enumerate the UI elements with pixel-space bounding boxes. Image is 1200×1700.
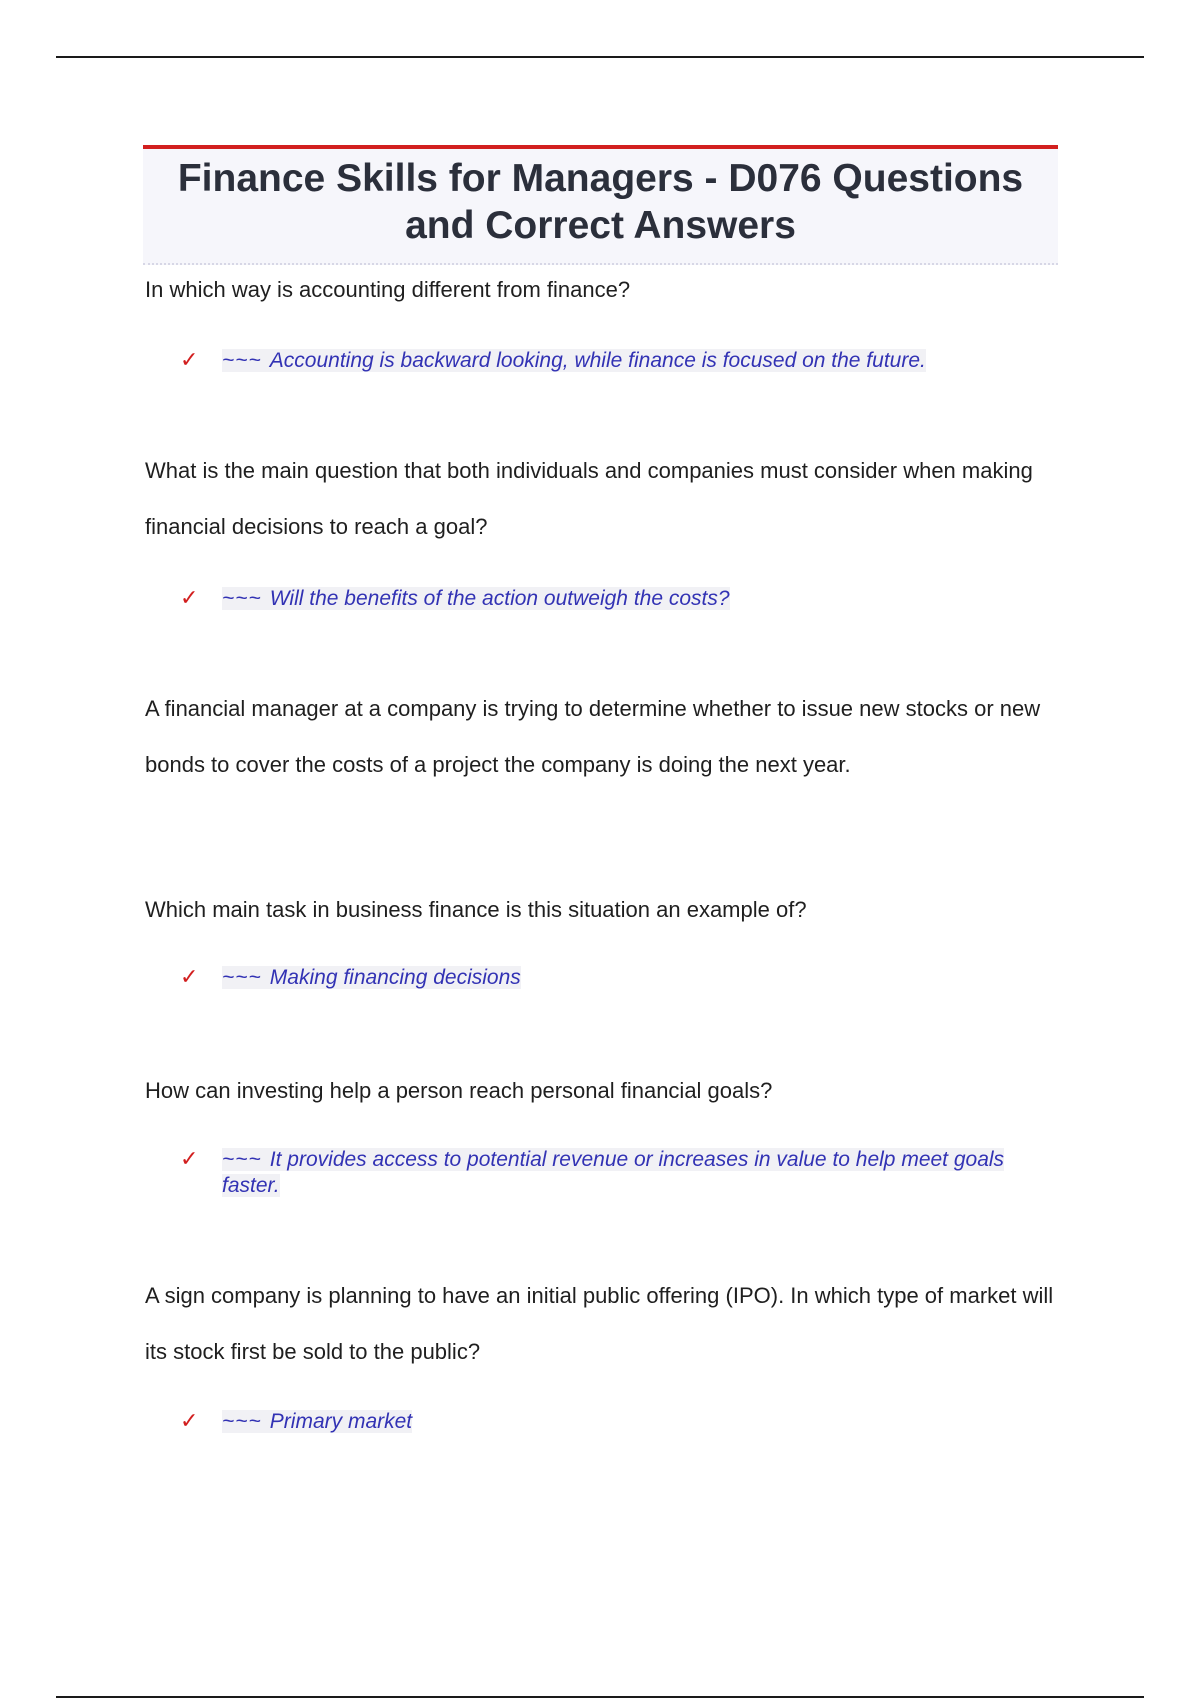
answer-4	[180, 1147, 1060, 1199]
answer-1-text: Accounting is backward looking, while finance is focused on the future.	[269, 349, 926, 372]
checkmark-icon: ✓	[180, 1147, 199, 1172]
answer-4-text: It provides access to potential revenue or increases in value to help meet goals faster.	[222, 1148, 1005, 1197]
question-3-part-2: Which main task in business finance is this situation an example of?	[145, 897, 807, 922]
answer-marker: ~~~	[222, 349, 262, 372]
answer-2	[180, 586, 1060, 612]
question-5: A sign company is planning to have an initial public offering (IPO). In which type of market will its stock first be sold to the public?	[145, 1283, 1054, 1364]
question-4: How can investing help a person reach personal financial goals?	[145, 1078, 773, 1103]
document-title	[143, 149, 1058, 249]
answer-3	[180, 965, 1060, 991]
answer-5-text: Primary market	[269, 1410, 413, 1433]
answer-marker: ~~~	[222, 587, 262, 610]
answer-marker: ~~~	[222, 1148, 262, 1171]
page-top-rule	[56, 56, 1144, 58]
checkmark-icon: ✓	[180, 348, 199, 373]
checkmark-icon: ✓	[180, 965, 199, 990]
checkmark-icon: ✓	[180, 586, 199, 611]
answer-marker: ~~~	[222, 1410, 262, 1433]
page-bottom-rule	[56, 1696, 1144, 1698]
answer-5	[180, 1409, 1060, 1435]
answer-marker: ~~~	[222, 966, 262, 989]
document-title-box	[143, 145, 1058, 265]
checkmark-icon: ✓	[180, 1409, 199, 1434]
answer-2-text: Will the benefits of the action outweigh the costs?	[269, 587, 730, 610]
question-3: A financial manager at a company is trying to determine whether to issue new stocks or new bonds to cover the costs of a project the company is doing the next year.	[145, 696, 1041, 777]
document-title-line-2: and Correct Answers	[405, 204, 796, 247]
answer-1	[180, 348, 1060, 374]
question-1: In which way is accounting different from finance?	[145, 277, 631, 302]
document-title-line-1: Finance Skills for Managers - D076 Questions	[177, 157, 1024, 200]
answer-3-text: Making financing decisions	[269, 966, 521, 989]
question-2: What is the main question that both individuals and companies must consider when making financial decisions to reach a goal?	[145, 458, 1033, 539]
